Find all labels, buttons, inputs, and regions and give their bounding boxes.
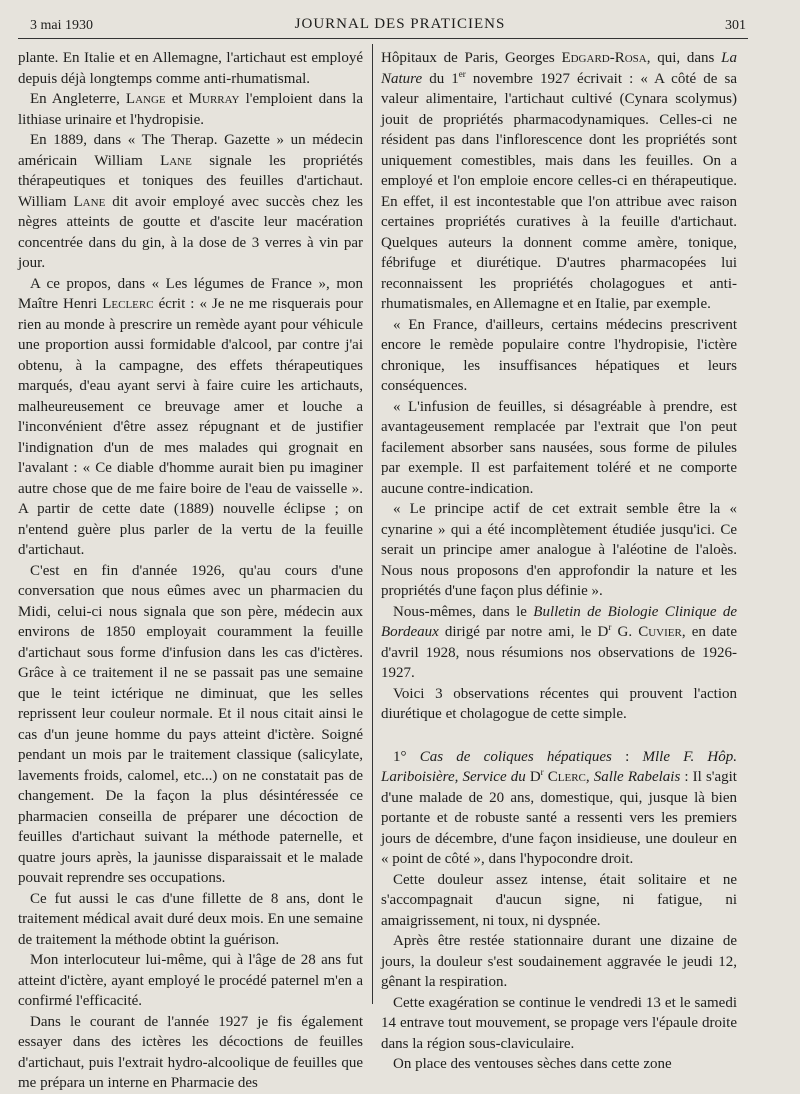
text-run: du 1 [422, 70, 459, 87]
author-name: Lane [73, 193, 106, 210]
text-run: l'emploient dans la lithiase urinaire et l'hydropisie. [18, 91, 363, 128]
text-run: dirigé par notre ami, le D [438, 624, 609, 640]
paragraph: Cette exagération se continue le vendredi 13 et le samedi 14 entrave tout mouvement, se propage vers l'épaule droite dans la région sous-claviculaire. [381, 994, 737, 1052]
paragraph: Dans le courant de l'année 1927 je fis également essayer dans des ictères les décoctions de feuilles d'artichaut, puis l'extrait hydro-alcoolique de feuilles que me prépara un interne en Pharmacie des [18, 1013, 363, 1091]
superscript: er [458, 68, 466, 79]
paragraph: plante. En Italie et en Allemagne, l'artichaut est employé depuis déjà longtemps comme anti-rhumatismal. [18, 50, 363, 87]
header-date: 3 mai 1930 [30, 18, 93, 33]
text-run: En 1889, dans « The Therap. Gazette » un médecin américain William [18, 132, 363, 169]
header-rule [18, 38, 748, 39]
case-paragraph [381, 747, 737, 870]
running-header [0, 14, 800, 38]
text-run: , qui, dans [646, 50, 722, 66]
author-name: Clerc [543, 769, 586, 785]
left-column [18, 48, 363, 1094]
text-run: novembre 1927 écrivait : « A côté de sa valeur alimentaire, l'artichaut cultivé (Cynara scolymus) jouit de propriétés pharmacodynamiques. Celles-ci ne résident pas dans l'inflorescence dont les propriétés sont uniquement comestibles, mais dans les feuilles. On a employé et l'on emploie encore celles-ci en thérapeutique. En effet, il est incontestable que l'on attribue avec raison certaines propriétés curatives à la feuille d'artichaut. Quelques auteurs la donnent comme amère, tonique, fébrifuge et diurétique. D'autres pharmacopées lui reconnaissent les propriétés cholagogues et anti-rhumatismales, en Allemagne et en Italie, par exemple. [381, 70, 737, 312]
text-run: écrit : « Je ne me risquerais pour rien au monde à prescrire un remède ayant pour véhicule une proportion aussi formidable d'alcool, par contre j'ai obtenu, à la campagne, des effets thérapeutiques marqués, d'eau ayant servi à faire cuire les artichauts, malheureusement ce breuvage amer et louche a l'inconvénient d'être assez répugnant et de justifier l'indignation d'un de mes malades qui grognait en l'avalant : « Ce diable d'homme aurait bien pu imaginer autre chose que de me faire boire de l'eau de vaisselle ». A partir de cette date (1889) nouvelle éclipse ; on n'entend guère plus parler de la vertu de la feuille d'artichaut. [18, 296, 363, 558]
paragraph: « Le principe actif de cet extrait semble être la « cynarine » qui a été incomplètement étudiée jusqu'ici. Ce serait un principe amer analogue à l'aléotine de l'aloès. Nous nous proposons d'en approfondir la nature et les propriétés d'une façon plus définie ». [381, 501, 737, 599]
text-run: dit avoir employé avec succès chez les nègres atteints de goutte et d'ascite leur macération concentrée dans du gin, à la dose de 3 verres à vin par jour. [18, 193, 364, 271]
text-run: et [165, 91, 189, 107]
case-ward: , Salle Rabelais [585, 769, 681, 785]
author-name: Edgard-Rosa [561, 50, 647, 66]
paragraph: Mon interlocuteur lui-même, qui à l'âge de 28 ans fut atteint d'ictère, ayant employé le procédé paternel m'en a confirmé l'efficacité. [18, 952, 363, 1009]
right-column [381, 48, 737, 1075]
paragraph [18, 130, 363, 274]
superscript: r [608, 622, 612, 632]
text-run: En Angleterre, [30, 91, 126, 107]
paragraph: Après être restée stationnaire durant une dizaine de jours, la douleur s'est soudainement aggravée le jeudi 12, gênant la respiration. [381, 933, 737, 990]
paragraph: Cette douleur assez intense, était solitaire et ne s'accompagnait d'aucun signe, ni fatigue, ni amaigrissement, ni toux, ni dyspnée. [381, 871, 737, 929]
text-run: A ce propos, dans « Les légumes de France », mon Maître Henri [18, 275, 363, 312]
paragraph: « En France, d'ailleurs, certains médecins prescrivent encore le remède populaire contre l'hydropisie, l'ictère chronique, les insuffisances hépatiques et leurs conséquences. [381, 316, 737, 394]
text-run: : Il s'agit d'une malade de 20 ans, domestique, qui, jusque là bien portante et de robuste santé a ressenti vers les premiers jours de décembre, d'une façon insidieuse, une douleur en « point de côté », dans l'hypocondre droit. [381, 769, 737, 867]
paragraph [381, 48, 737, 315]
column-divider [372, 44, 373, 1004]
paragraph: On place des ventouses sèches dans cette zone [393, 1056, 672, 1072]
text-run: Nous-mêmes, dans le [393, 603, 534, 620]
text-run: D [529, 769, 541, 785]
author-name: Lange [125, 91, 166, 107]
text-run: G. [611, 624, 639, 640]
case-patient: Mlle F. Hôp. Lariboisière, Service du [381, 748, 738, 785]
paragraph: « L'infusion de feuilles, si désagréable à prendre, est avantageusement remplacée par l'extrait que l'on peut facilement absorber sans nausées, sous forme de pilules par exemple. Il est parfaitement toléré et ne comporte aucune contre-indication. [381, 398, 737, 497]
text-run: : [611, 748, 643, 765]
author-name: Murray [188, 91, 240, 107]
paragraph [381, 602, 737, 684]
author-name: Cuvier [638, 624, 682, 640]
text-run: , en date d'avril 1928, nous résumions nos observations de 1926-1927. [381, 624, 737, 681]
author-name: Lane [160, 152, 192, 169]
page-number: 301 [725, 18, 746, 33]
case-title: Cas de coliques hépatiques [419, 748, 612, 765]
publication-title: Bulletin de Biologie Clinique de Bordeaux [381, 603, 737, 640]
text-run: Hôpitaux de Paris, Georges [381, 50, 562, 66]
case-number: 1° [393, 748, 420, 765]
journal-title: JOURNAL DES PRATICIENS [294, 16, 506, 32]
paragraph: Ce fut aussi le cas d'une fillette de 8 ans, dont le traitement médical avait duré deux mois. En une semaine de traitement la méthode obtint la guérison. [18, 890, 363, 948]
author-name: Leclerc [102, 296, 154, 312]
paragraph: Voici 3 observations récentes qui prouvent l'action diurétique et cholagogue de cette simple. [381, 685, 737, 722]
text-run: signale les propriétés thérapeutiques et toniques des feuilles d'artichaut. William [18, 152, 363, 210]
paragraph: C'est en fin d'année 1926, qu'au cours d'une conversation que nous eûmes avec un pharmacien du Midi, celui-ci nous signala que son père, médecin aux environs de 1850 employait couramment la feuille d'artichaut sous forme d'infusion dans les cas d'ictères. Grâce à ce traitement il ne se passait pas une semaine que le teint ictérique ne diminuat, que les selles reprissent leur couleur normale. Et il nous citait ainsi le cas d'un jeune homme du pays atteint d'ictère. Soigné pendant un mois par le traitement classique (salicylate, lavements froids, calomel, etc...) on ne constatait pas de changement. De la façon la plus désintéressée ce pharmacien conseilla de préparer une décoction de feuilles d'artichaut suivant la méthode paternelle, et quatre jours après, la jaunisse disparaissait et le malade pouvait reprendre ses occupations. [18, 562, 363, 886]
publication-title: La Nature [381, 50, 737, 87]
paragraph [18, 274, 363, 561]
superscript: r [540, 767, 544, 777]
paragraph [18, 89, 363, 130]
